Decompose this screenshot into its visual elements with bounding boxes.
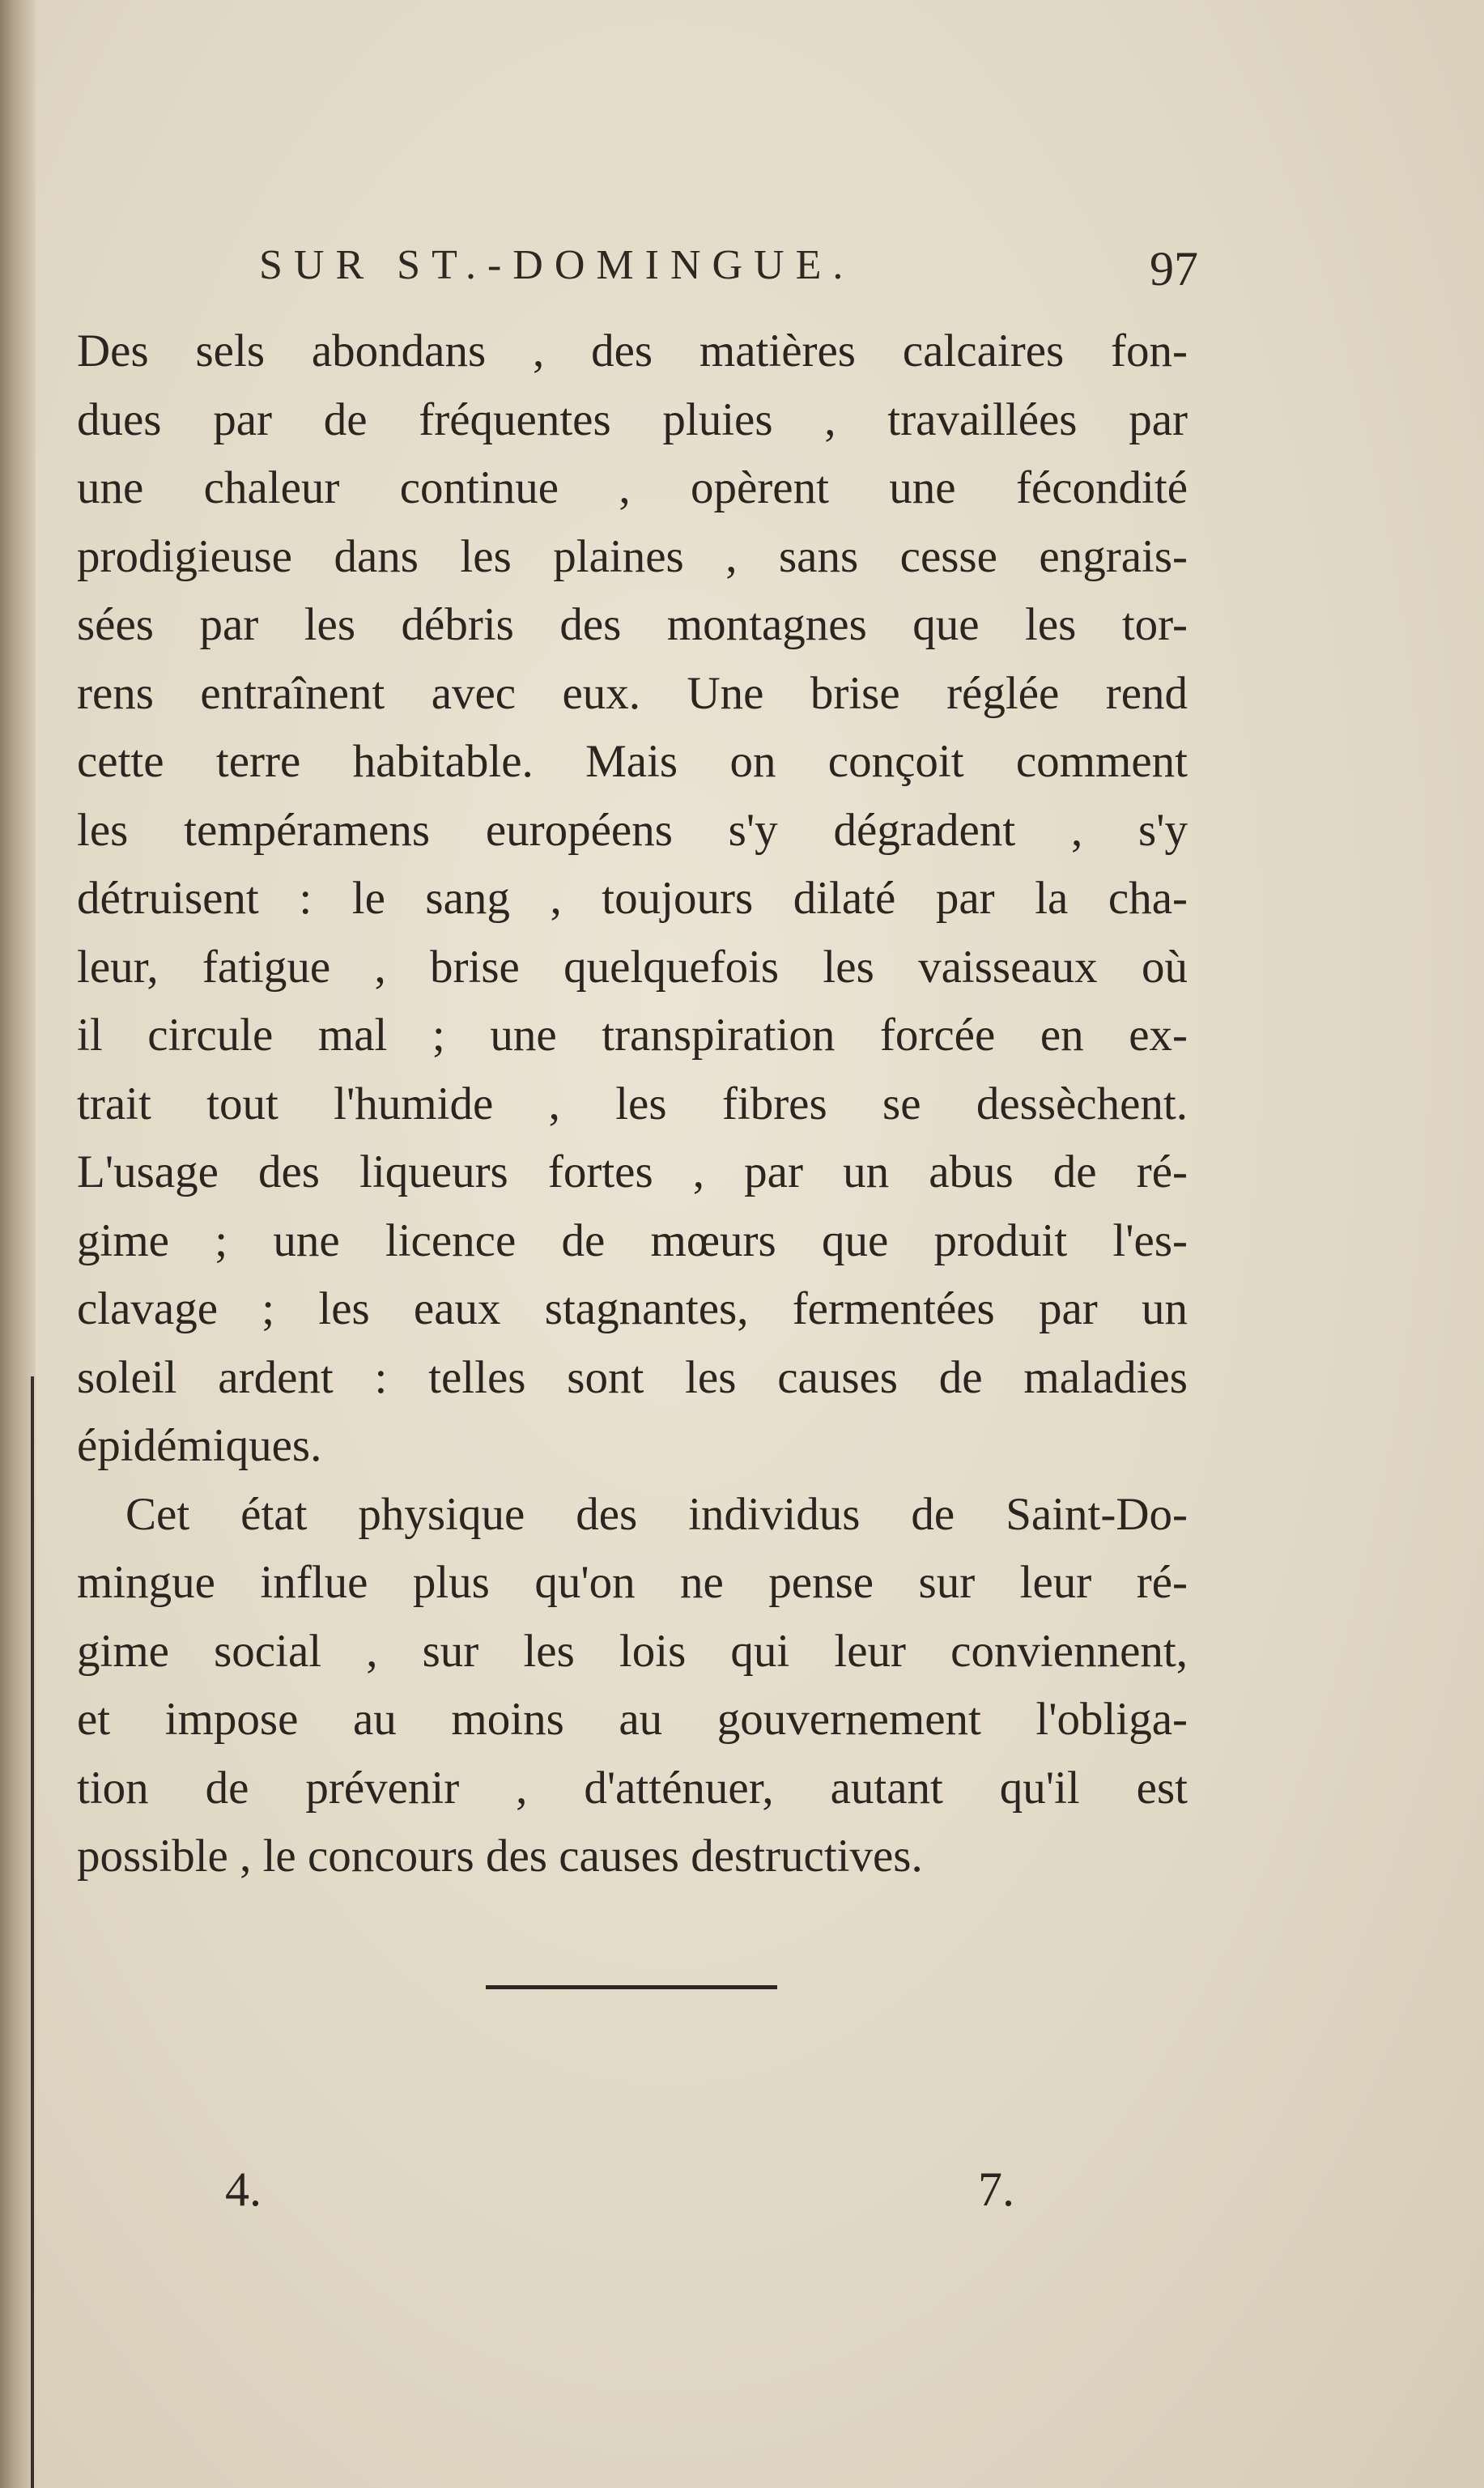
text-line: sées par les débris des montagnes que les tor- xyxy=(77,599,1188,650)
text-line: rens entraînent avec eux. Une brise réglée rend xyxy=(77,667,1188,719)
text-line: gime social , sur les lois qui leur conviennent, xyxy=(77,1625,1188,1677)
text-line: Cet état physique des individus de Saint-Do- xyxy=(125,1488,1188,1540)
text-line: une chaleur continue , opèrent une fécondité xyxy=(77,462,1188,513)
text-line: prodigieuse dans les plaines , sans cesse engrais- xyxy=(77,530,1188,582)
section-divider xyxy=(486,1985,777,1989)
text-line: cette terre habitable. Mais on conçoit comment xyxy=(77,736,1188,787)
text-line: trait tout l'humide , les fibres se dessèchent. xyxy=(77,1078,1188,1129)
page-number: 97 xyxy=(1150,242,1198,296)
text-line: il circule mal ; une transpiration forcée en ex- xyxy=(77,1010,1188,1061)
page-edge-line xyxy=(31,1376,34,2488)
text-line: et impose au moins au gouvernement l'obliga- xyxy=(77,1694,1188,1745)
text-line: soleil ardent : telles sont les causes de maladies xyxy=(77,1351,1188,1403)
text-line: L'usage des liqueurs fortes , par un abus de ré- xyxy=(77,1146,1188,1197)
running-head xyxy=(259,241,1198,306)
text-line: clavage ; les eaux stagnantes, fermentées par un xyxy=(77,1283,1188,1334)
text-line: leur, fatigue , brise quelquefois les vaisseaux où xyxy=(77,941,1188,993)
running-title: SUR ST.-DOMINGUE. xyxy=(259,242,855,288)
text-line: tion de prévenir , d'atténuer, autant qu'il est xyxy=(77,1762,1188,1814)
text-line: détruisent : le sang , toujours dilaté par la cha- xyxy=(77,873,1188,924)
text-line: épidémiques. xyxy=(77,1420,322,1471)
text-line: Des sels abondans , des matières calcaires fon- xyxy=(77,325,1188,376)
signature-mark-right: 7. xyxy=(978,2163,1014,2216)
text-line: possible , le concours des causes destructives. xyxy=(77,1831,923,1882)
text-line: mingue influe plus qu'on ne pense sur leur ré- xyxy=(77,1557,1188,1608)
text-line: gime ; une licence de mœurs que produit l'es- xyxy=(77,1214,1188,1266)
body-text xyxy=(77,317,1188,1891)
text-line: dues par de fréquentes pluies , travaillées par xyxy=(77,393,1188,445)
text-line: les tempéramens européens s'y dégradent , s'y xyxy=(77,804,1188,856)
signature-mark-left: 4. xyxy=(225,2163,262,2216)
